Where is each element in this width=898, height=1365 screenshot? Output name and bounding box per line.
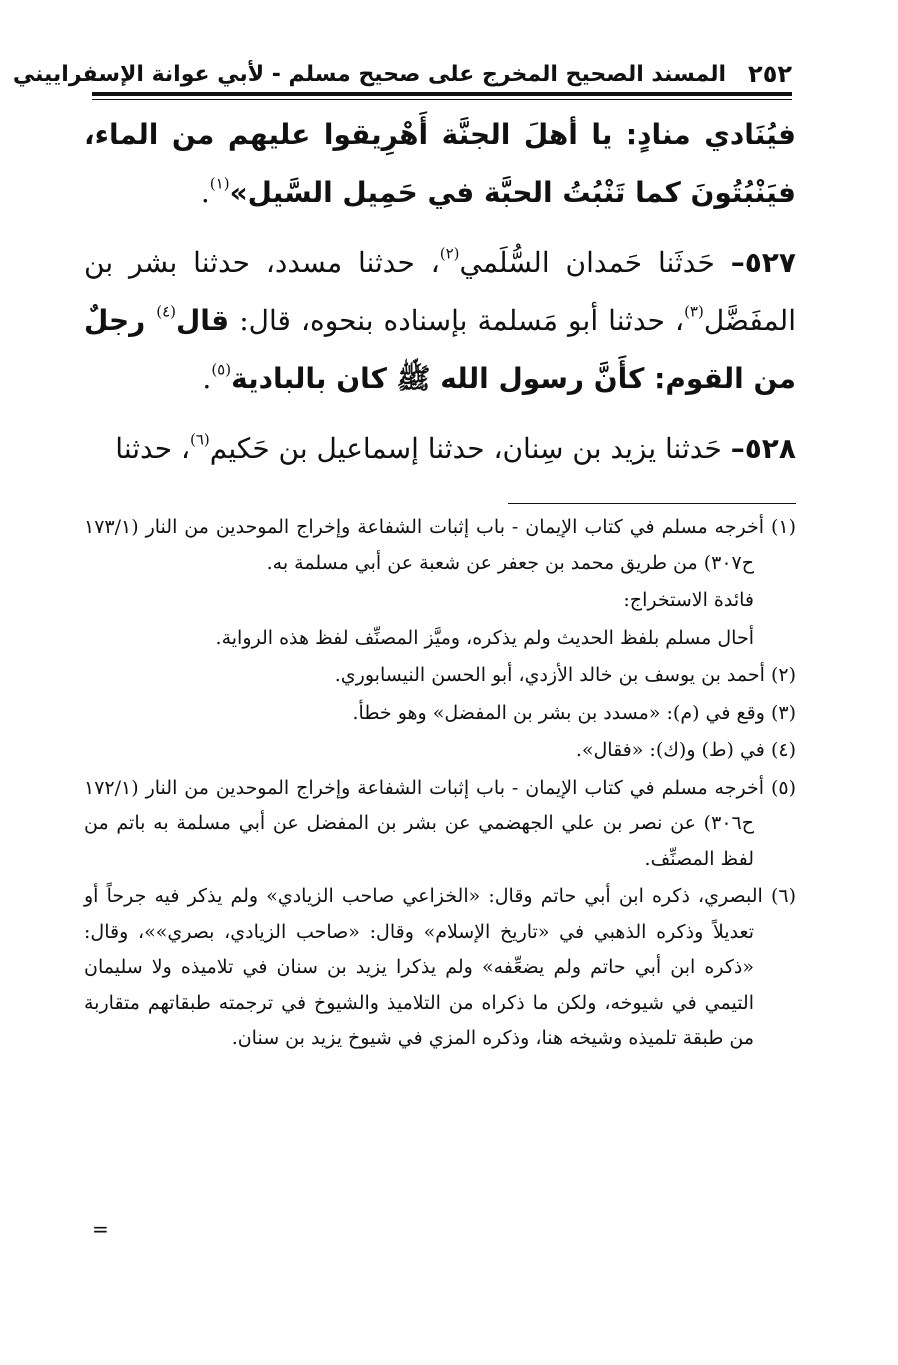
footnote-ref: (٤) bbox=[156, 302, 176, 321]
isnad-text: ، حدثنا bbox=[115, 432, 190, 465]
footnote-1-note: أحال مسلم بلفظ الحديث ولم يذكره، وميَّز المصنِّف لفظ هذه الرواية. bbox=[215, 626, 754, 649]
footnote-text: وقع في (م): «مسدد بن بشر بن المفضل» وهو خطأ. bbox=[352, 701, 765, 724]
footnote-4 bbox=[84, 733, 796, 769]
punctuation: . bbox=[200, 176, 210, 209]
footnote-marker: (٣) bbox=[770, 701, 796, 724]
hadith-continuation bbox=[84, 106, 796, 222]
footnote-1-subheading: فائدة الاستخراج: bbox=[623, 589, 754, 611]
isnad-text: ، حدثنا مسدد، حدثنا بشر بن المفَضَّل bbox=[84, 246, 796, 337]
footnote-ref: (٦) bbox=[190, 430, 210, 449]
hadith-527 bbox=[84, 234, 796, 408]
footnote-text: في (ط) و(ك): «فقال». bbox=[575, 739, 765, 761]
page-header bbox=[12, 54, 792, 94]
header-rule bbox=[92, 92, 792, 96]
footnote-ref: (٥) bbox=[211, 360, 232, 379]
end-mark: = bbox=[92, 1217, 109, 1241]
footnote-text: أخرجه مسلم في كتاب الإيمان - باب إثبات الشفاعة وإخراج الموحدين من النار (١٧٣/١ ح٣٠٧) من طريق محمد بن جعفر عن شعبة عن أبي مسلمة به. bbox=[84, 516, 764, 574]
continuation-text: فيُنَادي منادٍ: يا أهلَ الجنَّة أَهْرِيقوا عليهم من الماء، فيَنْبُتُونَ كما تَنْبُتُ الحبَّة في حَمِيل السَّيل» bbox=[84, 118, 796, 209]
footnote-5 bbox=[84, 771, 796, 878]
footnote-marker: (٤) bbox=[770, 739, 796, 761]
footnote-text: البصري، ذكره ابن أبي حاتم وقال: «الخزاعي صاحب الزيادي» ولم يذكر فيه جرحاً أو تعديلاً وذكره الذهبي في «تاريخ الإسلام» وقال: «صاحب الزيادي، بصري»»، وقال: «ذكره ابن أبي حاتم ولم يضعِّفه» ولم يذكرا يزيد بن سنان في تلاميذه ولا سليمان التيمي في شيوخه، ولكن ما ذكراه من التلاميذ والشيوخ في ترجمته طبقاتهم متقاربة من طبقة تلميذه وشيخه هنا، وذكره المزي في شيوخ يزيد بن سنان. bbox=[84, 885, 763, 1049]
footnote-ref: (٣) bbox=[684, 302, 704, 321]
footnote-text: أحمد بن يوسف بن خالد الأزدي، أبو الحسن النيسابوري. bbox=[334, 664, 765, 686]
footnote-text: أخرجه مسلم في كتاب الإيمان - باب إثبات الشفاعة وإخراج الموحدين من النار (١٧٢/١ ح٣٠٦) عن نصر بن علي الجهضمي عن بشر بن المفضل عن أبي مسلمة به باتم من لفظ المصنِّف. bbox=[84, 776, 764, 870]
hadith-528 bbox=[84, 420, 796, 478]
isnad-text: حَدثَنا حَمدان السُّلَمي bbox=[459, 246, 731, 279]
matn-qala: قال bbox=[176, 304, 230, 337]
hadith-number: ٥٢٧– bbox=[730, 246, 796, 279]
main-text bbox=[84, 106, 796, 490]
footnotes bbox=[84, 510, 796, 1059]
isnad-text: حَدثنا يزيد بن سِنان، حدثنا إسماعيل بن حَكيم bbox=[209, 432, 731, 465]
footnote-marker: (٢) bbox=[770, 664, 796, 686]
running-title: المسند الصحيح المخرج على صحيح مسلم - لأبي عوانة الإسفراييني bbox=[12, 61, 727, 87]
page-number: ٢٥٢ bbox=[748, 60, 792, 88]
punctuation: . bbox=[202, 362, 212, 395]
isnad-text: ، حدثنا أبو مَسلمة بإسناده بنحوه، قال: bbox=[229, 304, 685, 337]
footnote-marker: (٦) bbox=[770, 885, 796, 907]
header-rule-thin bbox=[92, 99, 792, 100]
footnote-marker: (١) bbox=[770, 516, 796, 538]
footnote-1 bbox=[84, 510, 796, 581]
hadith-number: ٥٢٨– bbox=[730, 432, 796, 465]
footnote-ref: (٢) bbox=[439, 244, 460, 263]
footnote-2 bbox=[84, 658, 796, 694]
footnote-3 bbox=[84, 696, 796, 732]
footnote-6 bbox=[84, 879, 796, 1057]
matn-text: رجلٌ من القوم: كأَنَّ رسول الله ﷺ كان بالبادية bbox=[84, 304, 796, 395]
footnote-ref: (١) bbox=[209, 174, 230, 193]
footnote-marker: (٥) bbox=[770, 776, 796, 799]
footnote-separator bbox=[508, 503, 796, 504]
